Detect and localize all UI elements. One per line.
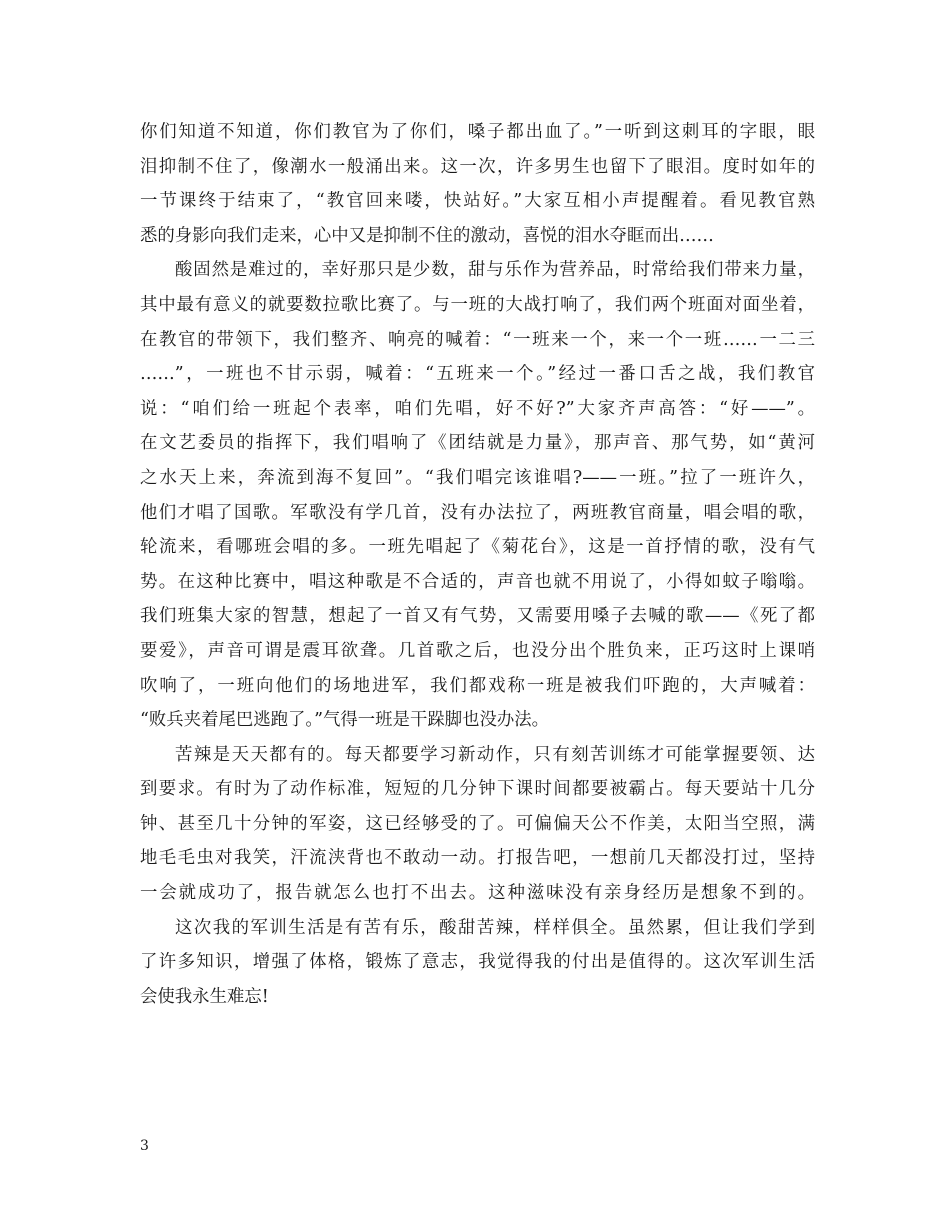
page-number: 3: [140, 1138, 149, 1154]
text-line: 说：“咱们给一班起个表率，咱们先唱，好不好?”大家齐声高答：“好——”。: [140, 398, 815, 419]
text-line: 一节课终于结束了，“教官回来喽，快站好。”大家互相小声提醒着。看见教官熟: [140, 191, 815, 212]
text-line: 之水天上来，奔流到海不复回”。“我们唱完该谁唱?——一班。”拉了一班许久，: [140, 467, 815, 488]
text-line: 会使我永生难忘!: [140, 986, 269, 1007]
text-line: 在教官的带领下，我们整齐、响亮的喊着：“一班来一个，来一个一班……一二三: [140, 329, 815, 350]
text-line: 到要求。有时为了动作标准，短短的几分钟下课时间都要被霸占。每天要站十几分: [140, 779, 815, 800]
text-line: 吹响了，一班向他们的场地进军，我们都戏称一班是被我们吓跑的，大声喊着：: [140, 675, 815, 696]
text-line: 泪抑制不住了，像潮水一般涌出来。这一次，许多男生也留下了眼泪。度时如年的: [140, 156, 815, 177]
text-line: 要爱》，声音可谓是震耳欲聋。几首歌之后，也没分出个胜负来，正巧这时上课哨: [140, 640, 815, 661]
text-line: 他们才唱了国歌。军歌没有学几首，没有办法拉了，两班教官商量，唱会唱的歌，: [140, 502, 815, 523]
text-line: 一会就成功了，报告就怎么也打不出去。这种滋味没有亲身经历是想象不到的。: [140, 883, 815, 904]
text-line: 轮流来，看哪班会唱的多。一班先唱起了《菊花台》，这是一首抒情的歌，没有气: [140, 537, 815, 558]
text-line: 地毛毛虫对我笑，汗流浃背也不敢动一动。打报告吧，一想前几天都没打过，坚持: [140, 848, 815, 869]
text-line: “败兵夹着尾巴逃跑了。”气得一班是干跺脚也没办法。: [140, 710, 550, 731]
text-line: 我们班集大家的智慧，想起了一首又有气势，又需要用嗓子去喊的歌——《死了都: [140, 606, 815, 627]
text-line: 其中最有意义的就要数拉歌比赛了。与一班的大战打响了，我们两个班面对面坐着，: [140, 294, 815, 315]
paragraph-first-line: 酸固然是难过的，幸好那只是少数，甜与乐作为营养品，时常给我们带来力量，: [175, 260, 815, 281]
text-line: 势。在这种比赛中，唱这种歌是不合适的，声音也就不用说了，小得如蚊子嗡嗡。: [140, 571, 815, 592]
text-line: 在文艺委员的指挥下，我们唱响了《团结就是力量》，那声音、那气势，如“黄河: [140, 433, 815, 454]
text-line: 悉的身影向我们走来，心中又是抑制不住的激动，喜悦的泪水夺眶而出……: [140, 225, 714, 246]
paragraph-first-line: 这次我的军训生活是有苦有乐，酸甜苦辣，样样俱全。虽然累，但让我们学到: [175, 917, 815, 938]
text-line: 你们知道不知道，你们教官为了你们，嗓子都出血了。”一听到这刺耳的字眼，眼: [140, 122, 815, 142]
body-text: [140, 115, 815, 1014]
text-line: 了许多知识，增强了体格，锻炼了意志，我觉得我的付出是值得的。这次军训生活: [140, 952, 815, 973]
text-line: ……”，一班也不甘示弱，喊着：“五班来一个。”经过一番口舌之战，我们教官: [140, 364, 815, 385]
text-line: 钟、甚至几十分钟的军姿，这已经够受的了。可偏偏天公不作美，太阳当空照，满: [140, 813, 815, 834]
paragraph-first-line: 苦辣是天天都有的。每天都要学习新动作，只有刻苦训练才可能掌握要领、达: [175, 744, 815, 765]
